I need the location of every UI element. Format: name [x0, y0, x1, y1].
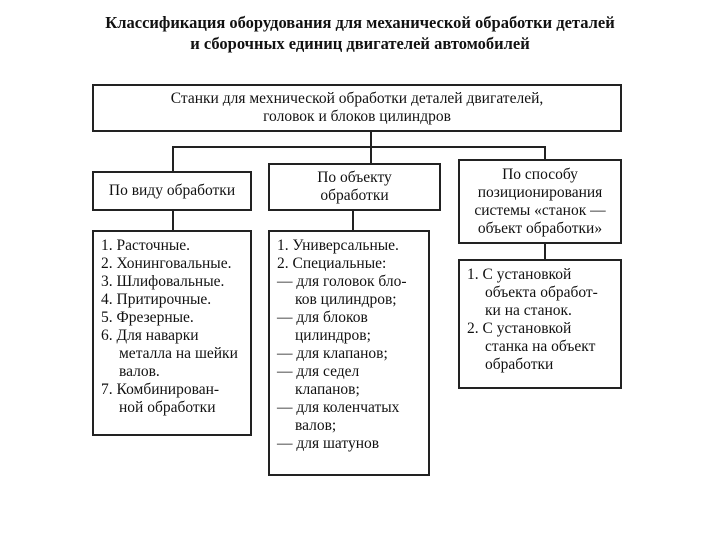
- category-positioning-line-1: По способу: [502, 165, 578, 183]
- list-item: 6. Для наварки: [101, 327, 199, 344]
- root-line-2: головок и блоков цилиндров: [263, 108, 451, 125]
- list-positioning: [458, 259, 622, 389]
- list-item: 1. С установкой: [467, 266, 572, 283]
- category-processing-object-line-2: обработки: [320, 187, 389, 204]
- list-item: обработки: [485, 356, 554, 373]
- list-item: — для шатунов: [277, 435, 380, 452]
- list-item: объекта обработ-: [485, 284, 598, 301]
- category-processing-object: [268, 163, 441, 211]
- category-processing-type: [92, 171, 252, 211]
- connector-mid-list: [352, 211, 354, 231]
- list-item: клапанов;: [295, 381, 360, 398]
- title-line-2: и сборочных единиц двигателей автомобилей: [190, 34, 530, 53]
- category-positioning-line-2: позиционирования: [477, 183, 603, 201]
- list-item: — для головок бло-: [277, 273, 407, 290]
- list-item: валов;: [295, 417, 337, 434]
- connector-right-down: [544, 146, 546, 160]
- list-processing-object: [268, 230, 430, 476]
- list-item: валов.: [119, 363, 160, 380]
- list-item: — для клапанов;: [277, 345, 388, 362]
- list-item: 2. С установкой: [467, 320, 572, 337]
- root-line-1: Станки для мехнической обработки деталей двигателей,: [170, 90, 544, 107]
- title-line-1: Классификация оборудования для механической обработки деталей: [105, 13, 615, 32]
- list-item: — для седел: [277, 363, 360, 380]
- list-item: 1. Расточные.: [101, 237, 191, 254]
- connector-mid-down: [370, 146, 372, 164]
- list-item: 3. Шлифовальные.: [101, 273, 225, 290]
- list-item: станка на объект: [485, 338, 596, 355]
- list-item: ной обработки: [119, 399, 216, 416]
- list-item: 5. Фрезерные.: [101, 309, 194, 326]
- list-item: — для блоков: [277, 309, 368, 326]
- category-processing-object-line-1: По объекту: [317, 169, 392, 186]
- list-item: 7. Комбинирован-: [101, 381, 220, 398]
- root-box: [92, 84, 622, 132]
- list-item: — для коленчатых: [277, 399, 400, 416]
- category-positioning: [458, 159, 622, 244]
- list-item: ков цилиндров;: [295, 291, 397, 308]
- list-item: 4. Притирочные.: [101, 291, 212, 308]
- category-processing-type-label: По виду обработки: [108, 182, 236, 199]
- diagram-title: [0, 12, 720, 54]
- list-item: 1. Универсальные.: [277, 237, 399, 254]
- category-positioning-line-4: объект обработки»: [477, 219, 603, 237]
- list-item: 2. Хонинговальные.: [101, 255, 232, 272]
- list-item: цилиндров;: [295, 327, 371, 344]
- list-item: металла на шейки: [119, 345, 238, 362]
- category-positioning-line-3: системы «станок —: [474, 201, 606, 219]
- list-processing-type: [92, 230, 252, 436]
- connector-left-down: [172, 146, 174, 172]
- connector-right-list: [544, 244, 546, 260]
- connector-horizontal: [172, 146, 546, 148]
- connector-root-down: [370, 132, 372, 147]
- list-item: ки на станок.: [485, 302, 572, 319]
- connector-left-list: [172, 211, 174, 231]
- list-item: 2. Специальные:: [277, 255, 387, 272]
